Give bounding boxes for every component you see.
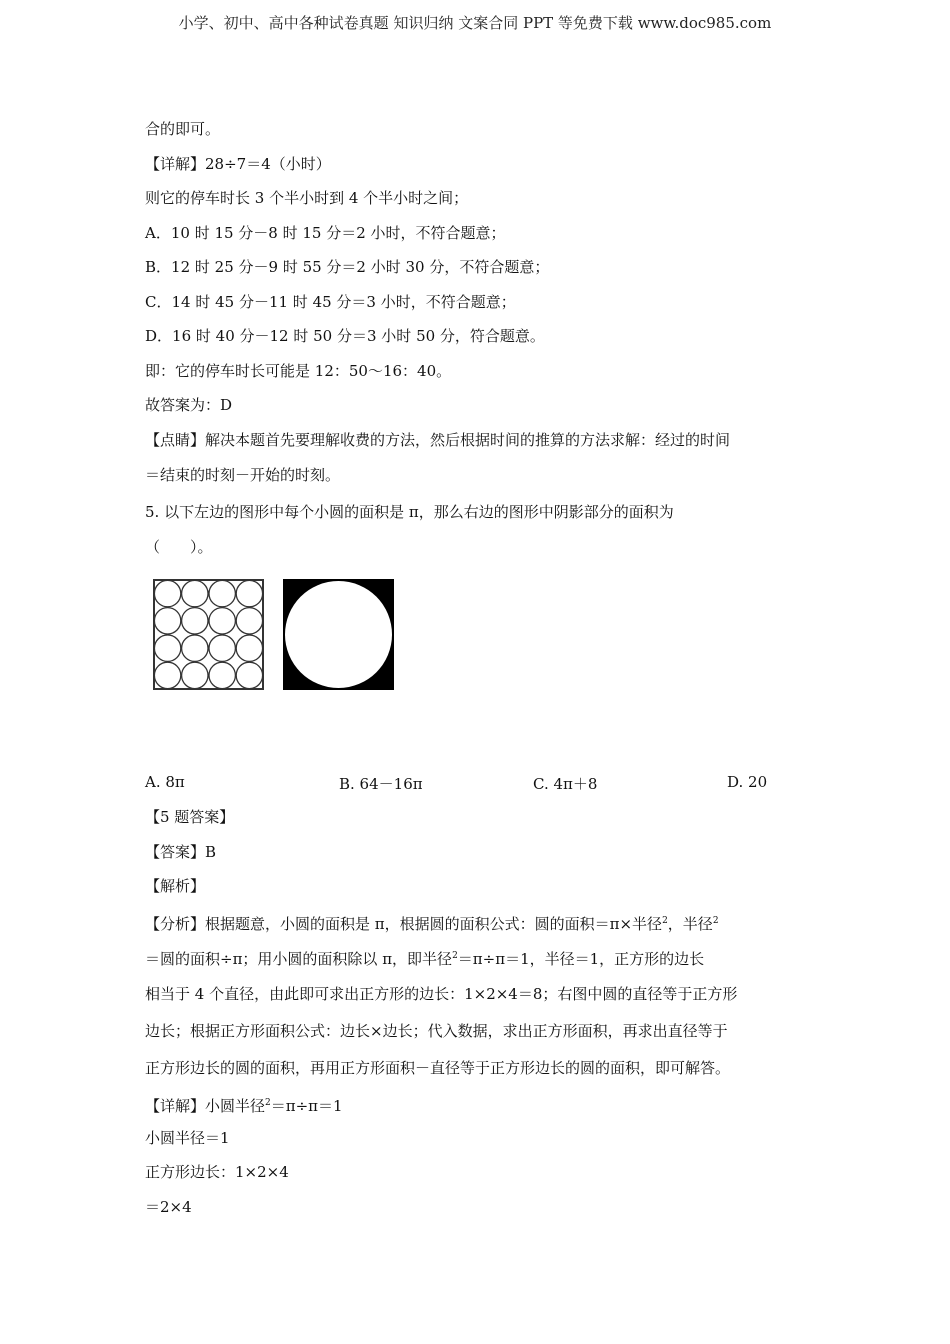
answer-heading: 【5 题答案】 xyxy=(145,808,235,826)
option-b: B. 64－16π xyxy=(339,775,423,793)
prev-line-11: ＝结束的时刻－开始的时刻。 xyxy=(145,466,341,484)
analysis-line-2 xyxy=(145,946,704,969)
answer-line: 【答案】B xyxy=(145,843,217,861)
superscript: 2 xyxy=(712,916,719,926)
prev-line-10: 【点睛】解决本题首先要理解收费的方法，然后根据时间的推算的方法求解：经过的时间 xyxy=(145,431,731,449)
superscript: 2 xyxy=(265,1098,271,1108)
shaded-square-circle-figure xyxy=(283,579,394,690)
prev-line-9: 故答案为：D xyxy=(145,396,233,414)
detail-text: ＝π÷π＝1 xyxy=(270,1097,343,1115)
analysis-heading: 【解析】 xyxy=(145,877,206,895)
prev-line-8: 即：它的停车时长可能是 12：50～16：40。 xyxy=(145,362,452,380)
option-d: D. 20 xyxy=(727,773,768,791)
prev-line-2: 【详解】28÷7＝4（小时） xyxy=(145,155,331,173)
prev-line-7: D．16 时 40 分－12 时 50 分＝3 小时 50 分，符合题意。 xyxy=(145,327,545,345)
analysis-line-5: 正方形边长的圆的面积，再用正方形面积－直径等于正方形边长的圆的面积，即可解答。 xyxy=(145,1059,731,1077)
detail-line-1 xyxy=(145,1093,343,1116)
analysis-text: ＝π÷π＝1，半径＝1，正方形的边长 xyxy=(457,950,705,968)
prev-line-4: A．10 时 15 分－8 时 15 分＝2 小时，不符合题意； xyxy=(145,224,506,242)
prev-line-1: 合的即可。 xyxy=(145,120,221,138)
option-a: A. 8π xyxy=(145,773,185,791)
detail-line-3: 正方形边长：1×2×4 xyxy=(145,1163,289,1181)
analysis-line-1 xyxy=(145,911,719,934)
small-circles-grid-figure xyxy=(153,579,264,690)
prev-line-3: 则它的停车时长 3 个半小时到 4 个半小时之间； xyxy=(145,189,469,207)
detail-line-2: 小圆半径＝1 xyxy=(145,1129,230,1147)
analysis-text: ，半径 xyxy=(667,915,713,933)
detail-text: 【详解】小圆半径 xyxy=(145,1097,266,1115)
prev-line-6: C．14 时 45 分－11 时 45 分＝3 小时，不符合题意； xyxy=(145,293,516,311)
superscript: 2 xyxy=(452,951,458,961)
question-5-stem: 5. 以下左边的图形中每个小圆的面积是 π，那么右边的图形中阴影部分的面积为 xyxy=(145,503,674,521)
analysis-text: ＝圆的面积÷π；用小圆的面积除以 π，即半径 xyxy=(145,950,453,968)
page-header: 小学、初中、高中各种试卷真题 知识归纳 文案合同 PPT 等免费下载 www.doc985.com xyxy=(178,14,772,32)
superscript: 2 xyxy=(662,916,668,926)
analysis-line-4: 边长；根据正方形面积公式：边长×边长；代入数据，求出正方形面积，再求出直径等于 xyxy=(145,1022,728,1040)
question-5-blank: （ ）。 xyxy=(145,538,213,556)
analysis-line-3: 相当于 4 个直径，由此即可求出正方形的边长：1×2×4＝8；右图中圆的直径等于正方形 xyxy=(145,985,738,1003)
detail-line-4: ＝2×4 xyxy=(145,1198,192,1216)
prev-line-5: B．12 时 25 分－9 时 55 分＝2 小时 30 分，不符合题意； xyxy=(145,258,550,276)
option-c: C. 4π＋8 xyxy=(533,775,598,793)
analysis-text: 【分析】根据题意，小圆的面积是 π，根据圆的面积公式：圆的面积＝π×半径 xyxy=(145,915,663,933)
